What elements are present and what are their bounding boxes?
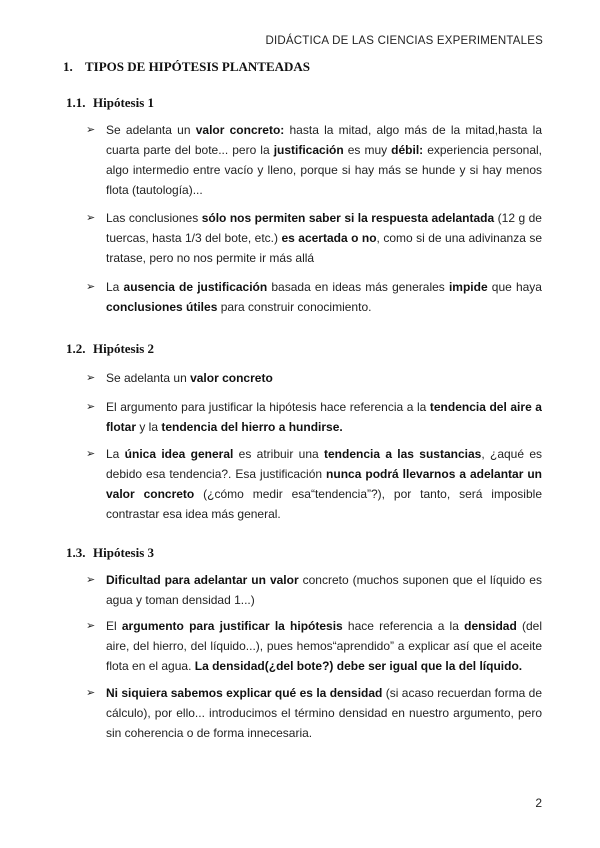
bullet-text: El argumento para justificar la hipótesis hace referencia a la densidad (del aire, del hierro, del líquido...), pues hemos“aprendido” a explicar así que el aceite flota en el agua. La densidad(¿del bote?) debe ser igual que la del líquido.	[106, 619, 543, 673]
subsection-heading-1-1	[66, 95, 154, 111]
subsection-number: 1.3.	[66, 545, 86, 560]
subsection-title: Hipótesis 1	[93, 95, 155, 110]
bullet-item	[86, 208, 542, 268]
bullet-text: Se adelanta un valor concreto: hasta la mitad, algo más de la mitad,hasta la cuarta parte del bote... pero la justificación es muy débil: experiencia personal, algo intermedio entre vacío y lleno, porque si hay más se hunde y si hay menos flota (tautología)...	[106, 123, 543, 197]
subsection-heading-1-2	[66, 341, 154, 357]
arrow-bullet-icon: ➢	[86, 401, 96, 413]
bullet-text: Se adelanta un valor concreto	[106, 371, 273, 385]
arrow-bullet-icon: ➢	[86, 212, 96, 224]
arrow-bullet-icon: ➢	[86, 620, 96, 632]
bullet-item	[86, 120, 542, 200]
bullet-item	[86, 444, 542, 524]
page-number: 2	[535, 796, 542, 810]
arrow-bullet-icon: ➢	[86, 281, 96, 293]
subsection-heading-1-3	[66, 545, 154, 561]
bullet-text: Ni siquiera sabemos explicar qué es la densidad (si acaso recuerdan forma de cálculo), por ello... introducimos el término densidad en nuestro argumento, pero sin coherencia o de forma innecesaria.	[106, 686, 542, 740]
subsection-title: Hipótesis 3	[93, 545, 155, 560]
bullet-text: La única idea general es atribuir una tendencia a las sustancias, ¿aqué es debido esa tendencia?. Esa justificación nunca podrá llevarnos a adelantar un valor concreto (¿cómo medir esa“tendencia”?), por tanto, será imposible contrastar esa idea más general.	[106, 447, 543, 521]
arrow-bullet-icon: ➢	[86, 124, 96, 136]
arrow-bullet-icon: ➢	[86, 687, 96, 699]
bullet-item	[86, 683, 542, 743]
subsection-number: 1.2.	[66, 341, 86, 356]
bullet-text: Dificultad para adelantar un valor concreto (muchos suponen que el líquido es agua y toman densidad 1...)	[106, 573, 542, 607]
bullet-item	[86, 277, 542, 317]
arrow-bullet-icon: ➢	[86, 448, 96, 460]
bullet-item	[86, 616, 542, 676]
section-title: TIPOS DE HIPÓTESIS PLANTEADAS	[85, 59, 311, 74]
section-number: 1.	[63, 59, 73, 74]
bullet-text: El argumento para justificar la hipótesis hace referencia a la tendencia del aire a flotar y la tendencia del hierro a hundirse.	[106, 400, 542, 434]
arrow-bullet-icon: ➢	[86, 574, 96, 586]
section-heading	[63, 59, 310, 75]
bullet-item	[86, 397, 542, 437]
bullet-item	[86, 368, 542, 388]
subsection-number: 1.1.	[66, 95, 86, 110]
bullet-item	[86, 570, 542, 610]
bullet-text: La ausencia de justificación basada en ideas más generales impide que haya conclusiones útiles para construir conocimiento.	[106, 280, 542, 314]
arrow-bullet-icon: ➢	[86, 372, 96, 384]
running-header: DIDÁCTICA DE LAS CIENCIAS EXPERIMENTALES	[265, 35, 543, 47]
bullet-text: Las conclusiones sólo nos permiten saber si la respuesta adelantada (12 g de tuercas, hasta 1/3 del bote, etc.) es acertada o no, como si de una adivinanza se tratase, pero no nos permite ir más allá	[106, 211, 542, 265]
subsection-title: Hipótesis 2	[93, 341, 155, 356]
